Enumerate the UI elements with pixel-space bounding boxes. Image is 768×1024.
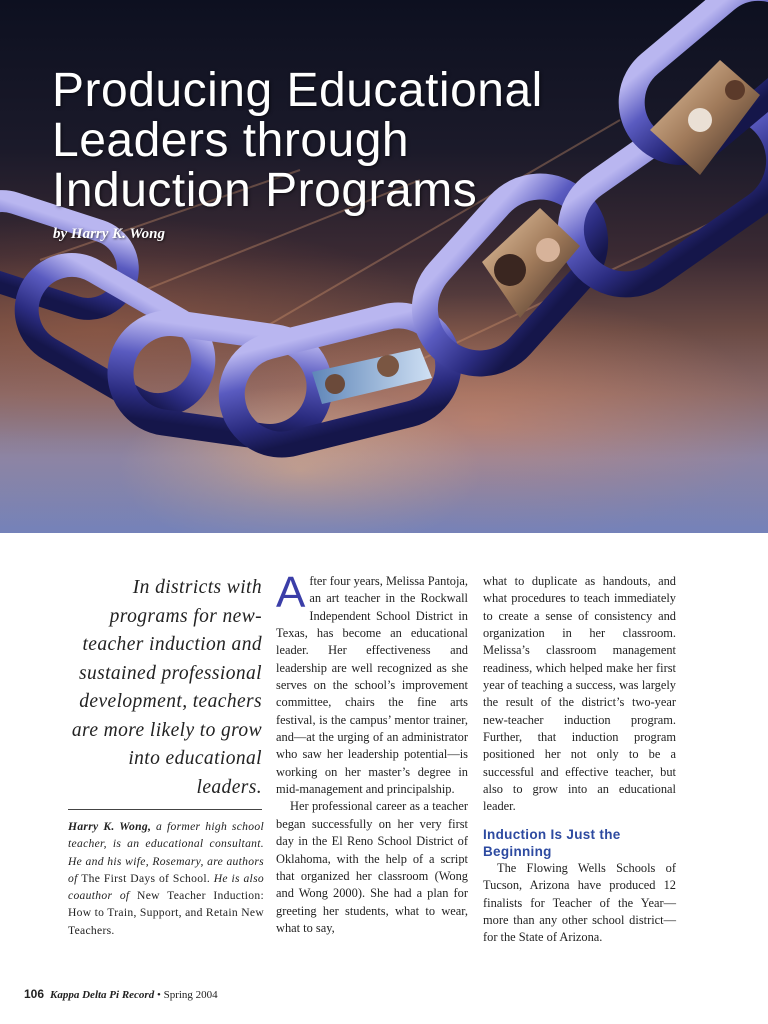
body-column-1 <box>276 568 468 937</box>
article-title-line: Leaders through <box>52 114 410 167</box>
chain-links-right <box>549 0 768 306</box>
book-title: New Teacher Induction: How to Train, Support, and Retain New Teachers. <box>68 889 264 937</box>
author-bio <box>68 818 264 939</box>
article-title-line: Producing Educational <box>52 64 543 117</box>
book-title: The First Days of School. <box>81 871 211 885</box>
journal-name: Kappa Delta Pi Record <box>50 989 155 1001</box>
page-footer <box>24 987 218 1001</box>
article-byline: by Harry K. Wong <box>53 226 165 242</box>
body-column-2 <box>483 573 676 947</box>
body-paragraph: The Flowing Wells Schools of Tucson, Arizona have produced 12 finalists for Teacher of the Year—more than any other school district—for the State of Arizona. <box>483 860 676 945</box>
water-reflection <box>0 430 768 533</box>
bio-text: He is also coauthor of <box>68 871 264 903</box>
page-number: 106 <box>24 987 45 1001</box>
divider <box>68 809 262 810</box>
issue-date: • Spring 2004 <box>154 989 218 1001</box>
body-paragraph <box>276 568 468 798</box>
author-name: Harry K. Wong, <box>68 820 152 833</box>
article-title-line: Induction Programs <box>52 164 478 217</box>
article-title <box>52 66 543 216</box>
paragraph-text: fter four years, Melissa Pantoja, an art teacher in the Rockwall Independent School District in Texas, has become an educational leader. Her effectiveness and leadership are well recognized as she serves on the school’s improvement committee, chairs the fine arts festival, is the campus’ mentor trainer, and—at the urging of an administrator who saw her leadership potential—is working on her master’s degree in mid-management and principalship. <box>276 574 468 797</box>
body-paragraph: Her professional career as a teacher began successfully on her very first day in the El Reno School District of Oklahoma, with the help of a script that organized her classroom (Wong and Wong 2000). She had a plan for greeting her students, what to wear, what to say, <box>276 799 468 935</box>
drop-cap: A <box>276 568 306 617</box>
pull-quote: In districts with programs for new-teacher induction and sustained professional development, teachers are more likely to grow into educational leaders. <box>71 577 262 798</box>
bio-text: a former high school teacher, is an educational consultant. He and his wife, Rosemary, are authors of <box>68 820 264 885</box>
body-paragraph: what to duplicate as handouts, and what procedures to teach immediately to create a sense of consistency and organization in her classroom. Melissa’s classroom management readiness, which helped make her first year of teaching a success, was largely the result of the district’s two-year new-teacher induction program. Further, that induction program positioned her not only to be a successful and effective teacher, but also to grow into an educational leader. <box>483 574 676 814</box>
section-subhead: Induction Is Just the Beginning <box>483 826 621 859</box>
